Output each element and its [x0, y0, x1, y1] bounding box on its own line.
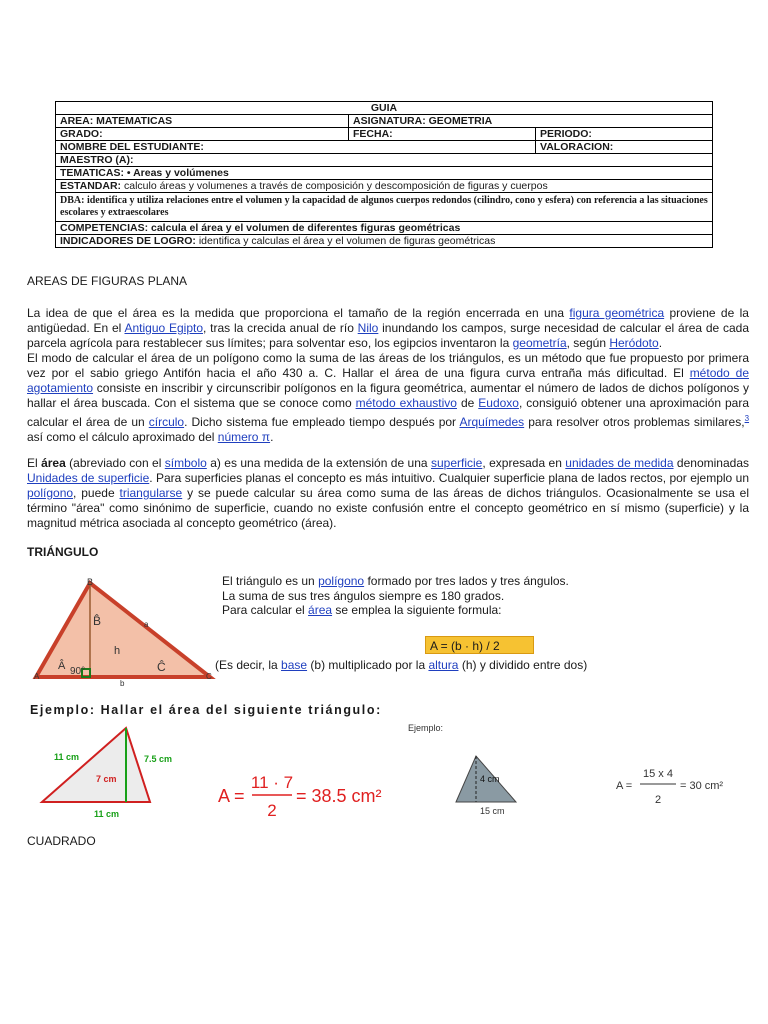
link-simbolo[interactable]: símbolo: [164, 456, 207, 470]
formula2-lhs: A =: [616, 780, 633, 792]
text: , expresada en: [482, 456, 566, 470]
text: El modo de calcular el área de un polígono como la suma de las áreas de los triángulos, es un método que fue propuesto por primera vez por el sabio griego Antifón hacia el año 430 a. C. Hallar el área de una figura curva entraña más dificultad. El: [27, 351, 749, 380]
link-figura-geometrica[interactable]: figura geométrica: [569, 306, 665, 320]
text: a) es una medida de la extensión de una: [206, 456, 431, 470]
example2-formula: [612, 760, 736, 810]
paragraph-definition: [27, 456, 749, 531]
estandar-cell: [56, 180, 713, 193]
fecha-cell: FECHA:: [349, 128, 536, 141]
competencias-cell: COMPETENCIAS: calcula el área y el volumen de diferentes figuras geométricas: [56, 222, 713, 235]
link-area[interactable]: área: [308, 603, 333, 617]
text: (Es decir, la: [215, 658, 282, 672]
triangle-line-3: [222, 603, 569, 618]
label-90deg: 90°: [70, 666, 86, 677]
link-triangularse[interactable]: triangularse: [119, 486, 183, 500]
text: formado por tres lados y tres ángulos.: [364, 574, 569, 588]
label-A: A: [34, 672, 40, 681]
example2-figure: [400, 716, 520, 820]
text: , puede: [73, 486, 120, 500]
text: (abreviado con el: [65, 456, 165, 470]
label-hatB: B̂: [93, 614, 102, 628]
text: , según: [566, 336, 610, 350]
text: , tras la crecida anual de río: [203, 321, 358, 335]
text: se emplea la siguiente formula:: [332, 603, 502, 617]
link-poligono[interactable]: polígono: [27, 486, 74, 500]
text: de: [456, 396, 479, 410]
footnote-link[interactable]: 3: [744, 414, 750, 423]
link-numero-pi[interactable]: número π: [217, 430, 271, 444]
section-title: AREAS DE FIGURAS PLANA: [27, 274, 188, 288]
valoracion-cell: VALORACION:: [536, 141, 713, 154]
link-superficie[interactable]: superficie: [431, 456, 483, 470]
text: denominadas: [673, 456, 749, 470]
indicadores-cell: [56, 235, 713, 248]
text: inundando los campos, surge necesidad de calcular el área de cada parcela agrícola para restablecer sus límites; para solventar eso, los egipcios inventaron la: [27, 321, 750, 350]
dba-text: identifica y utiliza relaciones entre el volumen y la capacidad de algunos cuerpos redondos (cilindro, cono y esfera) con referencia a las situaciones escolares y extraescolares: [60, 195, 708, 218]
label-hatC: Ĉ: [157, 660, 166, 674]
label-h: h: [114, 645, 121, 657]
text: .: [270, 430, 274, 444]
formula2-numerator: 15 x 4: [643, 768, 673, 780]
link-unidades-superficie[interactable]: Unidades de superficie: [27, 471, 150, 485]
link-eudoxo[interactable]: Eudoxo: [478, 396, 519, 410]
link-arquimedes[interactable]: Arquímedes: [459, 415, 525, 429]
link-antiguo-egipto[interactable]: Antiguo Egipto: [124, 321, 204, 335]
triangle-line-1: [222, 574, 569, 589]
periodo-cell: PERIODO:: [536, 128, 713, 141]
area-bold: área: [41, 456, 66, 470]
estandar-label: ESTANDAR:: [60, 180, 122, 192]
formula1-rhs: = 38.5 cm²: [296, 786, 382, 806]
text: La idea de que el área es la medida que proporciona el tamaño de la región encerrada en una: [27, 306, 570, 320]
grado-cell: GRADO:: [56, 128, 349, 141]
formula2-rhs: = 30 cm²: [680, 780, 724, 792]
example1-left-side: 11 cm: [54, 752, 80, 762]
text: y se puede calcular su área como suma de las áreas de dichos triángulos. Ocasionalmente se usa el término "área" como sinónimo de superficie, cuando no existe confusión entre el concepto geométrico en sí mismo (superficie) y la magnitud métrica asociada al concepto geométrico (área).: [27, 486, 749, 530]
text: para resolver otros problemas similares,: [524, 415, 745, 429]
dba-label: DBA:: [60, 195, 85, 206]
triangulo-heading: TRIÁNGULO: [27, 545, 99, 559]
text: . Dicho sistema fue empleado tiempo después por: [184, 415, 460, 429]
label-b: b: [120, 679, 125, 687]
link-base[interactable]: base: [281, 658, 308, 672]
formula2-denominator: 2: [654, 794, 662, 806]
example1-height: 7 cm: [96, 774, 117, 784]
indicadores-label: INDICADORES DE LOGRO:: [60, 235, 196, 247]
formula-explanation: [215, 658, 587, 673]
example1-shape: [42, 728, 150, 802]
estandar-text: calculo áreas y volumenes a través de composición y descomposición de figuras y cuerpos: [121, 180, 548, 192]
indicadores-text: identifica y calculas el área y el volumen de figuras geométricas: [195, 235, 496, 247]
triangle-diagram: [30, 575, 216, 687]
formula1-numerator: 11 · 7: [250, 773, 294, 792]
tematicas-cell: TEMATICAS: • Areas y volúmenes: [56, 167, 713, 180]
link-altura[interactable]: altura: [428, 658, 459, 672]
paragraph-history: [27, 306, 749, 445]
text: Para calcular el: [222, 603, 309, 617]
example1-right-side: 7.5 cm: [144, 754, 173, 764]
label-C: C: [206, 672, 212, 681]
example1-formula: [216, 768, 388, 824]
guia-title: GUIA: [56, 102, 713, 115]
link-geometria[interactable]: geometría: [512, 336, 567, 350]
example2-base: 15 cm: [480, 806, 505, 816]
text: El triángulo es un: [222, 574, 319, 588]
text: El: [27, 456, 42, 470]
text: . Para superficies planas el concepto es más intuitivo. Cualquier superficie plana de lados rectos, por ejemplo un: [149, 471, 749, 485]
link-poligono-2[interactable]: polígono: [318, 574, 365, 588]
area-cell: AREA: MATEMATICAS: [56, 115, 349, 128]
triangle-line-2: La suma de sus tres ángulos siempre es 180 grados.: [222, 588, 505, 603]
text: proviene de la antigüedad. En el: [27, 306, 749, 335]
example2-height: 4 cm: [480, 774, 500, 784]
example2-label: Ejemplo:: [408, 723, 444, 733]
formula1-denominator: 2: [267, 801, 277, 820]
text: (b) multiplicado por la: [307, 658, 429, 672]
link-herodoto[interactable]: Heródoto: [609, 336, 659, 350]
maestro-cell: MAESTRO (A):: [56, 154, 713, 167]
dba-cell: [56, 193, 713, 222]
link-unidades-medida[interactable]: unidades de medida: [565, 456, 674, 470]
label-a: a: [144, 620, 149, 629]
example1-triangle: [30, 722, 190, 822]
text: consiste en inscribir y circunscribir polígonos en la figura geométrica, aumentar el número de lados de dichos polígonos y hallar el área buscada. Con el sistema que se conoce como: [27, 381, 749, 410]
ejemplo-title: Ejemplo: Hallar el área del siguiente triángulo:: [30, 703, 382, 717]
asignatura-cell: ASIGNATURA: GEOMETRIA: [349, 115, 713, 128]
nombre-cell: NOMBRE DEL ESTUDIANTE:: [56, 141, 536, 154]
text: .: [658, 336, 663, 350]
header-table: [55, 101, 713, 248]
text: así como el cálculo aproximado del: [27, 430, 218, 444]
label-B: B: [87, 577, 94, 587]
example1-base: 11 cm: [94, 809, 120, 819]
text: (h) y dividido entre dos): [458, 658, 588, 672]
triangle-description: [222, 574, 569, 618]
link-metodo-exhaustivo[interactable]: método exhaustivo: [355, 396, 457, 410]
link-circulo[interactable]: círculo: [148, 415, 185, 429]
area-formula-box: A = (b · h) / 2: [425, 636, 534, 654]
label-hatA: Â: [58, 660, 66, 672]
link-metodo-agotamiento[interactable]: método de agotamiento: [27, 366, 749, 395]
cuadrado-heading: CUADRADO: [27, 834, 96, 848]
formula1-lhs: A =: [218, 786, 245, 806]
text: , consiguió obtener una aproximación para calcular el área de un: [27, 396, 750, 429]
link-nilo[interactable]: Nilo: [357, 321, 379, 335]
